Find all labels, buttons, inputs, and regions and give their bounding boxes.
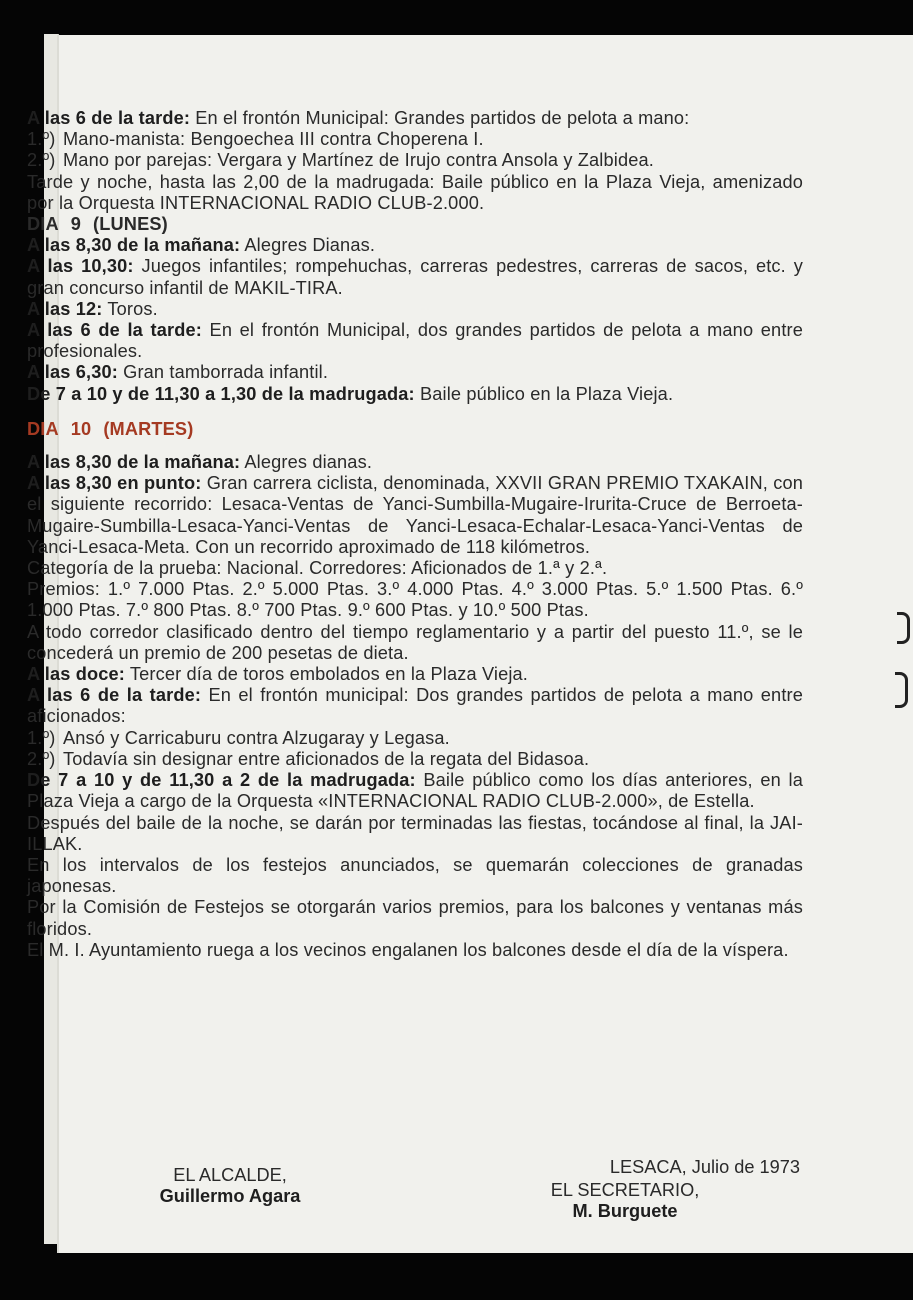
item-number: 1.º) [27, 727, 56, 748]
paragraph [27, 770, 803, 812]
mayor-title: EL ALCALDE, [173, 1165, 287, 1185]
paragraph [27, 473, 803, 558]
paragraph-text: Alegres dianas. [240, 452, 373, 473]
numbered-item [27, 728, 803, 749]
time-label: A las 12: [27, 298, 103, 319]
paragraph [27, 855, 803, 897]
paragraph-text: En el frontón Municipal, dos grandes partidos de pelota a mano entre profesionales. [27, 320, 804, 362]
item-number: 2.º) [27, 748, 56, 769]
paragraph-text: Baile público como los días anteriores, en la Plaza Vieja a cargo de la Orquesta «INTERNACIONAL RADIO CLUB-2.000», de Estella. [27, 770, 803, 812]
paragraph-text: Gran carrera ciclista, denominada, XXVII GRAN PREMIO TXAKAIN, con el siguiente recorrido: Lesaca-Ventas de Yanci-Sumbilla-Mugaire-Irurita-Cruce de Berroeta-Mugaire-Sumbilla-Lesaca-Yanci-Ventas de Yanci-Lesaca-Echalar-Lesaca-Yanci-Ventas de Yanci-Lesaca-Meta. Con un recorrido aproximado de 118 kilómetros. [27, 473, 803, 557]
paragraph [27, 299, 803, 320]
time-label: A las 10,30: [27, 256, 134, 277]
paragraph-text: En el frontón municipal: Dos grandes partidos de pelota a mano entre aficionados: [27, 685, 804, 727]
day-heading [27, 419, 803, 440]
numbered-item [27, 129, 803, 150]
paragraph [27, 579, 803, 621]
day-heading-part: DIA [27, 418, 59, 439]
paragraph [27, 664, 803, 685]
time-label: De 7 a 10 y de 11,30 a 1,30 de la madrugada: [27, 383, 415, 404]
date-line: LESACA, Julio de 1973 [609, 1157, 800, 1177]
paragraph [27, 558, 803, 579]
paragraph [27, 235, 803, 256]
paragraph-text: Gran tamborrada infantil. [117, 362, 329, 383]
time-label: A las 8,30 de la mañana: [27, 452, 241, 473]
mayor-signature [130, 1165, 330, 1207]
paragraph [27, 320, 803, 362]
time-label: A las 6,30: [27, 362, 118, 383]
secretary-signature [515, 1180, 735, 1222]
binder-clip-icon [895, 672, 908, 708]
time-label: A las 8,30 en punto: [27, 473, 202, 494]
paragraph [27, 622, 803, 664]
paragraph-text: Juegos infantiles; rompehuchas, carreras pedestres, carreras de sacos, etc. y gran concurso infantil de MAKIL-TIRA. [27, 256, 804, 298]
item-number: 1.º) [27, 129, 56, 150]
paragraph-text: Categoría de la prueba: Nacional. Corredores: Aficionados de 1.ª y 2.ª. [27, 558, 608, 579]
paragraph-text: Por la Comisión de Festejos se otorgarán varios premios, para los balcones y ventanas más floridos. [27, 897, 803, 939]
day-heading [27, 214, 803, 235]
paragraph [27, 897, 803, 939]
paragraph [27, 813, 803, 855]
day-heading-part: 10 [70, 418, 92, 439]
time-label: A las doce: [27, 664, 126, 685]
paragraph-text: Después del baile de la noche, se darán por terminadas las fiestas, tocándose al final, la JAI-ILLAK. [27, 812, 803, 854]
secretary-name: M. Burguete [572, 1201, 678, 1221]
time-label: A las 6 de la tarde: [27, 685, 202, 706]
paragraph [27, 940, 803, 961]
day-heading-part: DIA [27, 214, 59, 235]
numbered-item [27, 749, 803, 770]
paragraph [27, 108, 803, 129]
document-body [27, 108, 803, 961]
item-text: Mano por parejas: Vergara y Martínez de Irujo contra Ansola y Zalbidea. [63, 150, 654, 171]
paragraph-text: Tercer día de toros embolados en la Plaza Vieja. [125, 664, 529, 685]
time-label: A las 6 de la tarde: [27, 108, 191, 128]
paragraph-text: Toros. [102, 298, 158, 319]
paragraph [27, 384, 803, 405]
numbered-item [27, 150, 803, 171]
paragraph-text: Tarde y noche, hasta las 2,00 de la madrugada: Baile público en la Plaza Vieja, amenizado por la Orquesta INTERNACIONAL RADIO CLUB-2.000. [27, 171, 803, 213]
paragraph [27, 256, 803, 298]
paragraph-text: El M. I. Ayuntamiento ruega a los vecinos engalanen los balcones desde el día de la víspera. [27, 939, 789, 960]
paragraph [27, 362, 803, 383]
mayor-name: Guillermo Agara [159, 1186, 301, 1206]
item-text: Todavía sin designar entre aficionados de la regata del Bidasoa. [63, 748, 590, 769]
paragraph [27, 172, 803, 214]
item-text: Mano-manista: Bengoechea III contra Choperena I. [63, 129, 484, 150]
binder-clip-icon [897, 612, 910, 644]
time-label: A las 8,30 de la mañana: [27, 235, 241, 256]
paragraph-text: En el frontón Municipal: Grandes partidos de pelota a mano: [190, 108, 690, 128]
item-text: Ansó y Carricaburu contra Alzugaray y Legasa. [63, 727, 450, 748]
item-number: 2.º) [27, 150, 56, 171]
paragraph-text: Premios: 1.º 7.000 Ptas. 2.º 5.000 Ptas. 3.º 4.000 Ptas. 4.º 3.000 Ptas. 5.º 1.500 Ptas. 6.º 1.000 Ptas. 7.º 800 Ptas. 8.º 700 Ptas. 9.º 600 Ptas. y 10.º 500 Ptas. [27, 579, 803, 621]
paragraph-text: A todo corredor clasificado dentro del tiempo reglamentario y a partir del puesto 11.º, se le concederá un premio de 200 pesetas de dieta. [27, 621, 803, 663]
paragraph-text: Baile público en la Plaza Vieja. [414, 383, 674, 404]
day-heading-part: (LUNES) [93, 214, 168, 235]
day-heading-part: 9 [70, 214, 82, 235]
time-label: A las 6 de la tarde: [27, 320, 202, 341]
day-heading-part: (MARTES) [103, 418, 194, 439]
secretary-title: EL SECRETARIO, [550, 1180, 700, 1200]
paragraph [27, 452, 803, 473]
paragraph-text: En los intervalos de los festejos anunciados, se quemarán colecciones de granadas japonesas. [27, 854, 803, 897]
paragraph-text: Alegres Dianas. [240, 235, 376, 256]
time-label: De 7 a 10 y de 11,30 a 2 de la madrugada: [27, 770, 416, 791]
paragraph [27, 685, 803, 727]
